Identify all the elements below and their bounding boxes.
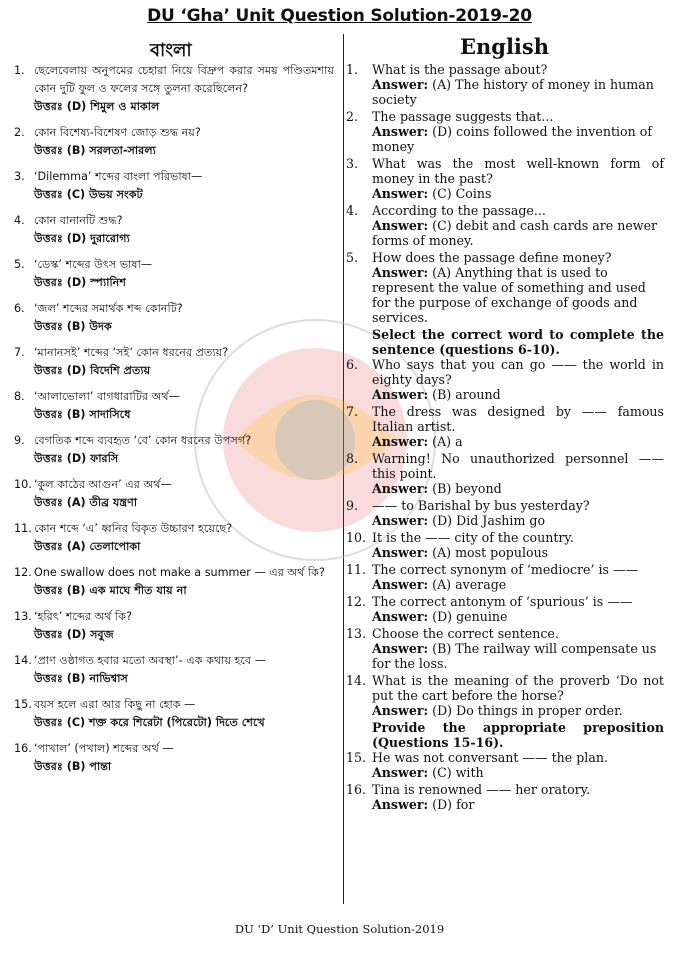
question-item (346, 451, 664, 481)
question-text: The passage suggests that... (372, 109, 554, 124)
question-number: 8. (14, 390, 25, 403)
question-text: What is the passage about? (372, 62, 548, 77)
answer-label: Answer: (372, 77, 429, 92)
question-number: 10. (14, 478, 32, 491)
question-text: ‘হরিৎ’ শব্দের অর্থ কি? (34, 610, 133, 623)
answer (346, 265, 664, 325)
question-item (14, 62, 334, 98)
english-question-list (346, 62, 664, 814)
question-number: 12. (346, 594, 367, 609)
question-item (346, 404, 664, 434)
section-instruction: Provide the appropriate preposition (Questions 15-16). (372, 720, 664, 750)
answer-text: (A) Anything that is used to represent the value of something and used for the purpose of exchange of goods and services. (372, 265, 646, 325)
column-divider (343, 34, 344, 904)
answer-text: উত্তরঃ (C) শক্ত করে শিরেটা (পিরেটো) দিতে শেখে (34, 716, 265, 729)
question-item (346, 750, 664, 765)
question-number: 13. (14, 610, 32, 623)
question-item (14, 432, 334, 450)
answer-text: উত্তরঃ (B) এক মাঘে শীত যায় না (34, 584, 187, 597)
question-number: 16. (346, 782, 367, 797)
question-text: Warning! No unauthorized personnel —— this point. (372, 451, 664, 481)
answer-text: (A) average (432, 577, 507, 592)
question-text: What is the meaning of the proverb ‘Do not put the cart before the horse? (372, 673, 664, 703)
question-text: ‘পাখাল’ (পখাল) শব্দের অর্থ — (34, 742, 174, 755)
question-item (14, 520, 334, 538)
question-item (346, 498, 664, 513)
answer (346, 513, 664, 528)
question-item (14, 212, 334, 230)
question-number: 4. (346, 203, 359, 218)
answer-text: উত্তরঃ (A) তেলাপোকা (34, 540, 141, 553)
question-number: 13. (346, 626, 367, 641)
question-text: ‘কুল কাঠের আগুন’ এর অর্থ— (34, 478, 172, 491)
answer (346, 77, 664, 107)
answer-text: (A) most populous (432, 545, 549, 560)
answer-text: (C) with (432, 765, 484, 780)
question-number: 6. (346, 357, 359, 372)
page-footer: DU ‘D’ Unit Question Solution-2019 (234, 922, 445, 936)
answer-text: উত্তরঃ (B) পান্তা (34, 760, 112, 773)
answer-text: উত্তরঃ (B) সাদাসিধে (34, 408, 131, 421)
question-text: The correct antonym of ‘spurious’ is —— (372, 594, 633, 609)
question-number: 6. (14, 302, 25, 315)
question-text: What was the most well-known form of money in the past? (372, 156, 664, 186)
answer-text: (C) Coins (432, 186, 492, 201)
question-number: 10. (346, 530, 367, 545)
answer-text: (A) a (432, 434, 463, 449)
answer-text: (B) around (432, 387, 501, 402)
question-text: Who says that you can go —— the world in eighty days? (372, 357, 664, 387)
answer-text: উত্তরঃ (D) ফারসি (34, 452, 119, 465)
question-item (346, 626, 664, 641)
question-number: 2. (14, 126, 25, 139)
question-text: ‘জল’ শব্দের সমার্থক শব্দ কোনটি? (34, 302, 183, 315)
answer-label: Answer: (372, 545, 429, 560)
question-item (346, 62, 664, 77)
answer-text: উত্তরঃ (B) উদক (34, 320, 112, 333)
question-text: কোন বানানটি শুদ্ধ? (34, 214, 123, 227)
question-number: 7. (14, 346, 25, 359)
question-text: বয়স হলে এরা আর কিছু না হোক — (34, 698, 196, 711)
question-number: 8. (346, 451, 359, 466)
question-number: 12. (14, 566, 32, 579)
question-item (14, 388, 334, 406)
bangla-question-list (14, 62, 334, 784)
question-text: ‘আলাভোলা’ বাগধারাটির অর্থ— (34, 390, 180, 403)
question-text: Choose the correct sentence. (372, 626, 559, 641)
answer (346, 434, 664, 449)
answer (346, 387, 664, 402)
question-number: 2. (346, 109, 359, 124)
page-title: DU ‘Gha’ Unit Question Solution-2019-20 (147, 6, 532, 26)
question-number: 15. (14, 698, 32, 711)
question-number: 9. (14, 434, 25, 447)
question-item (14, 652, 334, 670)
answer-text: (A) The history of money in human society (372, 77, 654, 107)
question-text: ছেলেবেলায় অনুপমের চেহারা নিয়ে বিদ্রুপ করার সময় পণ্ডিতমশায় কোন দুটি ফুল ও ফলের সঙ্গে তুলনা করেছিলেন? (34, 64, 334, 95)
answer-label: Answer: (372, 513, 429, 528)
question-item (14, 256, 334, 274)
question-item (346, 562, 664, 577)
question-item (346, 594, 664, 609)
answer-text: (C) debit and cash cards are newer forms of money. (372, 218, 658, 248)
answer-label: Answer: (372, 265, 429, 280)
question-item (14, 696, 334, 714)
question-item (346, 673, 664, 703)
question-item (14, 564, 334, 582)
question-item (14, 344, 334, 362)
question-text: The dress was designed by —— famous Italian artist. (372, 404, 664, 434)
answer-text: উত্তরঃ (D) শিমুল ও মাকাল (34, 100, 160, 113)
question-text: কোন শব্দে ‘এ’ ধ্বনির বিকৃত উচ্চারণ হয়েছে? (34, 522, 233, 535)
answer (346, 481, 664, 496)
question-number: 1. (346, 62, 359, 77)
question-text: ‘প্রাণ ওষ্ঠাগত হবার মতো অবস্থা’- এক কথায় হবে — (34, 654, 266, 667)
question-number: 14. (346, 673, 367, 688)
answer (346, 797, 664, 812)
question-number: 11. (14, 522, 32, 535)
answer (346, 124, 664, 154)
answer-label: Answer: (372, 641, 429, 656)
question-item (346, 109, 664, 124)
answer-text: উত্তরঃ (D) দুরারোগ্য (34, 232, 130, 245)
answer-text: উত্তরঃ (B) সরলতা-সারল্য (34, 144, 156, 157)
answer (346, 218, 664, 248)
answer-text: (B) beyond (432, 481, 502, 496)
question-text: ‘ডেস্ক’ শব্দের উৎস ভাষা— (34, 258, 153, 271)
answer-label: Answer: (372, 218, 429, 233)
question-item (14, 168, 334, 186)
question-item (14, 476, 334, 494)
answer-label: Answer: (372, 481, 429, 496)
question-text: বেগতিক শব্দে ব্যবহৃত ‘বে’ কোন ধরনের উপসর্গ? (34, 434, 252, 447)
answer-text: (D) genuine (432, 609, 508, 624)
question-item (346, 156, 664, 186)
question-text: He was not conversant —— the plan. (372, 750, 608, 765)
question-number: 7. (346, 404, 359, 419)
question-text: Tina is renowned —— her oratory. (372, 782, 591, 797)
answer (346, 609, 664, 624)
answer-text: (B) The railway will compensate us for the loss. (372, 641, 657, 671)
answer (346, 186, 664, 201)
question-item (346, 203, 664, 218)
answer-label: Answer: (372, 124, 429, 139)
question-text: ‘মানানসই’ শব্দের ‘সই’ কোন ধরনের প্রত্যয়? (34, 346, 229, 359)
answer-label: Answer: (372, 703, 429, 718)
answer-text: উত্তরঃ (A) তীব্র যন্ত্রণা (34, 496, 138, 509)
question-number: 14. (14, 654, 32, 667)
question-number: 5. (14, 258, 25, 271)
answer-text: (D) coins followed the invention of money (372, 124, 652, 154)
question-item (346, 530, 664, 545)
question-number: 3. (14, 170, 25, 183)
answer (346, 703, 664, 718)
section-instruction: Select the correct word to complete the sentence (questions 6-10). (372, 327, 664, 357)
answer (346, 641, 664, 671)
question-text: One swallow does not make a summer — এর অর্থ কি? (34, 566, 325, 579)
question-text: It is the —— city of the country. (372, 530, 574, 545)
question-number: 5. (346, 250, 359, 265)
answer-text: (D) for (432, 797, 475, 812)
english-heading: English (460, 34, 550, 59)
question-text: ‘Dilemma’ শব্দের বাংলা পরিভাষা— (34, 170, 203, 183)
answer-label: Answer: (372, 434, 429, 449)
answer-label: Answer: (372, 577, 429, 592)
question-item (346, 357, 664, 387)
answer-label: Answer: (372, 609, 429, 624)
answer-label: Answer: (372, 186, 429, 201)
question-text: —— to Barishal by bus yesterday? (372, 498, 590, 513)
answer (346, 577, 664, 592)
question-item (14, 608, 334, 626)
question-number: 3. (346, 156, 359, 171)
answer-text: উত্তরঃ (D) স্প্যানিশ (34, 276, 126, 289)
answer (346, 765, 664, 780)
question-item (346, 782, 664, 797)
question-number: 11. (346, 562, 367, 577)
question-text: How does the passage define money? (372, 250, 612, 265)
answer-text: উত্তরঃ (B) নাভিশ্বাস (34, 672, 128, 685)
answer-text: উত্তরঃ (C) উভয় সংকট (34, 188, 143, 201)
question-number: 16. (14, 742, 32, 755)
question-number: 9. (346, 498, 359, 513)
question-item (14, 300, 334, 318)
question-number: 4. (14, 214, 25, 227)
question-text: The correct synonym of ‘mediocre’ is —— (372, 562, 639, 577)
answer-text: উত্তরঃ (D) সবুজ (34, 628, 114, 641)
question-number: 1. (14, 64, 25, 77)
question-item (346, 250, 664, 265)
question-item (14, 124, 334, 142)
answer (346, 545, 664, 560)
question-text: According to the passage... (372, 203, 546, 218)
bangla-heading: বাংলা (150, 40, 192, 61)
question-text: কোন বিশেষ্য-বিশেষণ জোড় শুদ্ধ নয়? (34, 126, 201, 139)
answer-label: Answer: (372, 797, 429, 812)
answer-text: উত্তরঃ (D) বিদেশি প্রত্যয় (34, 364, 151, 377)
answer-label: Answer: (372, 765, 429, 780)
answer-text: (D) Do things in proper order. (432, 703, 623, 718)
answer-text: (D) Did Jashim go (432, 513, 546, 528)
answer-label: Answer: (372, 387, 429, 402)
question-item (14, 740, 334, 758)
question-number: 15. (346, 750, 367, 765)
